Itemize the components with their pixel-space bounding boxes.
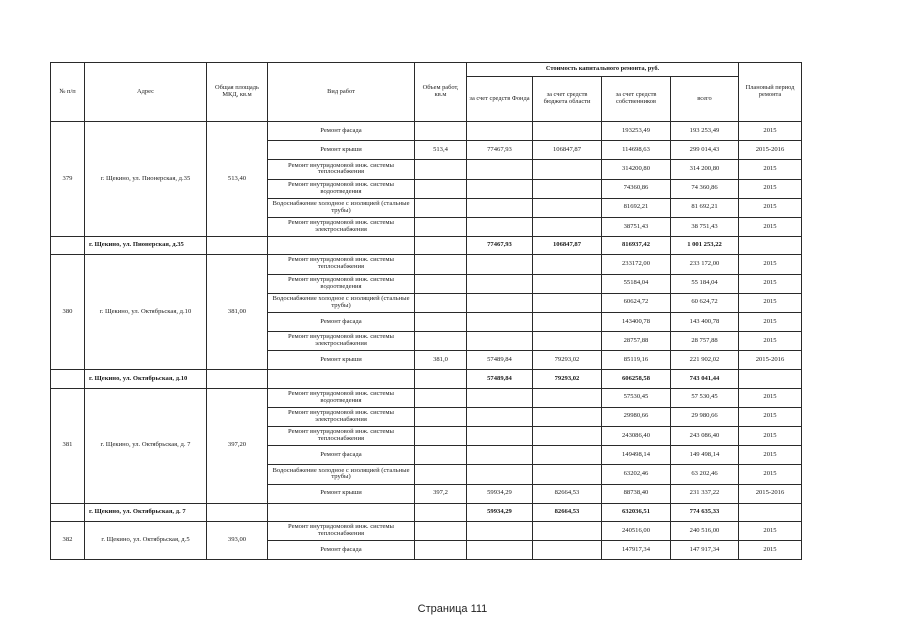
period-cell: 2015 (739, 541, 802, 560)
total-cell: 60 624,72 (671, 293, 739, 312)
volume-cell (415, 541, 467, 560)
col-period-header: Плановый период ремонта (739, 63, 802, 122)
volume-cell (415, 255, 467, 274)
fund-cell (467, 332, 533, 351)
work-type-cell: Водоснабжение холодное с изоляцией (стальные трубы) (268, 465, 415, 484)
period-cell: 2015 (739, 407, 802, 426)
row-number: 382 (51, 521, 85, 559)
owners-cell: 193253,49 (602, 122, 671, 141)
row-number: 381 (51, 388, 85, 503)
subtotal-label: г. Щекино, ул. Октябрьская, д.10 (85, 370, 207, 388)
owners-cell: 60624,72 (602, 293, 671, 312)
volume-cell (415, 160, 467, 179)
period-cell: 2015 (739, 388, 802, 407)
owners-cell: 149498,14 (602, 446, 671, 465)
fund-cell (467, 217, 533, 236)
volume-cell (415, 312, 467, 331)
region-cell (533, 521, 602, 540)
owners-cell: 243086,40 (602, 427, 671, 446)
area-cell: 513,40 (207, 122, 268, 237)
address-cell: г. Щекино, ул. Октябрьская, д.5 (85, 521, 207, 559)
period-cell: 2015 (739, 217, 802, 236)
region-cell (533, 446, 602, 465)
total-cell: 81 692,21 (671, 198, 739, 217)
work-type-cell: Ремонт фасада (268, 446, 415, 465)
subtotal-label: г. Щекино, ул. Октябрьская, д. 7 (85, 503, 207, 521)
subtotal-owners: 816937,42 (602, 237, 671, 255)
region-cell (533, 255, 602, 274)
total-cell: 149 498,14 (671, 446, 739, 465)
fund-cell (467, 160, 533, 179)
subtotal-label: г. Щекино, ул. Пионерская, д.35 (85, 237, 207, 255)
work-type-cell: Водоснабжение холодное с изоляцией (стальные трубы) (268, 293, 415, 312)
fund-cell (467, 122, 533, 141)
volume-cell: 513,4 (415, 141, 467, 160)
period-cell: 2015 (739, 446, 802, 465)
table-row (51, 255, 802, 274)
volume-cell (415, 407, 467, 426)
total-cell: 221 902,02 (671, 351, 739, 370)
total-cell: 57 530,45 (671, 388, 739, 407)
region-cell: 79293,02 (533, 351, 602, 370)
row-number: 380 (51, 255, 85, 370)
address-cell: г. Щекино, ул. Октябрьская, д. 7 (85, 388, 207, 503)
col-region-header: за счет средств бюджета области (533, 77, 602, 122)
subtotal-num-cell (51, 503, 85, 521)
volume-cell (415, 274, 467, 293)
owners-cell: 240516,00 (602, 521, 671, 540)
owners-cell: 74360,86 (602, 179, 671, 198)
period-cell: 2015-2016 (739, 484, 802, 503)
volume-cell (415, 198, 467, 217)
total-cell: 314 200,80 (671, 160, 739, 179)
area-cell: 381,00 (207, 255, 268, 370)
total-cell: 63 202,46 (671, 465, 739, 484)
work-type-cell: Ремонт внутридомовой инж. системы электроснабжения (268, 217, 415, 236)
col-address-header: Адрес (85, 63, 207, 122)
subtotal-work-cell (268, 370, 415, 388)
total-cell: 29 980,66 (671, 407, 739, 426)
fund-cell (467, 521, 533, 540)
subtotal-region: 82664,53 (533, 503, 602, 521)
owners-cell: 63202,46 (602, 465, 671, 484)
subtotal-work-cell (268, 503, 415, 521)
volume-cell (415, 427, 467, 446)
region-cell (533, 427, 602, 446)
fund-cell: 77467,93 (467, 141, 533, 160)
owners-cell: 85119,16 (602, 351, 671, 370)
owners-cell: 114698,63 (602, 141, 671, 160)
total-cell: 55 184,04 (671, 274, 739, 293)
subtotal-fund: 77467,93 (467, 237, 533, 255)
period-cell: 2015 (739, 521, 802, 540)
work-type-cell: Ремонт фасада (268, 312, 415, 331)
subtotal-fund: 59934,29 (467, 503, 533, 521)
region-cell: 82664,53 (533, 484, 602, 503)
period-cell: 2015 (739, 255, 802, 274)
area-cell: 397,20 (207, 388, 268, 503)
volume-cell (415, 179, 467, 198)
col-work-header: Вид работ (268, 63, 415, 122)
region-cell: 106847,87 (533, 141, 602, 160)
fund-cell (467, 407, 533, 426)
work-type-cell: Ремонт крыши (268, 351, 415, 370)
work-type-cell: Ремонт внутридомовой инж. системы теплоснабжения (268, 160, 415, 179)
work-type-cell: Водоснабжение холодное с изоляцией (стальные трубы) (268, 198, 415, 217)
subtotal-region: 106847,87 (533, 237, 602, 255)
fund-cell (467, 179, 533, 198)
volume-cell (415, 217, 467, 236)
fund-cell (467, 293, 533, 312)
total-cell: 231 337,22 (671, 484, 739, 503)
table-body (51, 122, 802, 560)
fund-cell: 57489,84 (467, 351, 533, 370)
subtotal-num-cell (51, 370, 85, 388)
fund-cell (467, 388, 533, 407)
volume-cell (415, 293, 467, 312)
period-cell: 2015 (739, 179, 802, 198)
subtotal-volume-cell (415, 503, 467, 521)
page-number: Страница 111 (417, 603, 488, 615)
address-cell: г. Щекино, ул. Октябрьская, д.10 (85, 255, 207, 370)
subtotal-work-cell (268, 237, 415, 255)
fund-cell (467, 198, 533, 217)
total-cell: 38 751,43 (671, 217, 739, 236)
owners-cell: 88738,40 (602, 484, 671, 503)
region-cell (533, 465, 602, 484)
subtotal-row (51, 370, 802, 388)
table-row (51, 122, 802, 141)
col-area-header: Общая площадь МКД, кв.м (207, 63, 268, 122)
subtotal-fund: 57489,84 (467, 370, 533, 388)
period-cell: 2015 (739, 332, 802, 351)
region-cell (533, 312, 602, 331)
col-total-header: всего (671, 77, 739, 122)
subtotal-area-cell (207, 237, 268, 255)
subtotal-period-cell (739, 370, 802, 388)
period-cell: 2015-2016 (739, 141, 802, 160)
subtotal-period-cell (739, 503, 802, 521)
fund-cell (467, 541, 533, 560)
work-type-cell: Ремонт фасада (268, 541, 415, 560)
owners-cell: 38751,43 (602, 217, 671, 236)
fund-cell (467, 465, 533, 484)
owners-cell: 55184,04 (602, 274, 671, 293)
work-type-cell: Ремонт внутридомовой инж. системы теплоснабжения (268, 521, 415, 540)
total-cell: 143 400,78 (671, 312, 739, 331)
owners-cell: 81692,21 (602, 198, 671, 217)
subtotal-region: 79293,02 (533, 370, 602, 388)
subtotal-volume-cell (415, 370, 467, 388)
repair-cost-table (50, 62, 802, 560)
total-cell: 147 917,34 (671, 541, 739, 560)
col-fund-header: за счет средств Фонда (467, 77, 533, 122)
work-type-cell: Ремонт внутридомовой инж. системы теплоснабжения (268, 255, 415, 274)
region-cell (533, 160, 602, 179)
region-cell (533, 332, 602, 351)
owners-cell: 143400,78 (602, 312, 671, 331)
region-cell (533, 541, 602, 560)
subtotal-period-cell (739, 237, 802, 255)
total-cell: 193 253,49 (671, 122, 739, 141)
region-cell (533, 274, 602, 293)
region-cell (533, 293, 602, 312)
work-type-cell: Ремонт внутридомовой инж. системы водоотведения (268, 274, 415, 293)
total-cell: 233 172,00 (671, 255, 739, 274)
address-cell: г. Щекино, ул. Пионерская, д.35 (85, 122, 207, 237)
total-cell: 74 360,86 (671, 179, 739, 198)
region-cell (533, 217, 602, 236)
period-cell: 2015 (739, 293, 802, 312)
fund-cell (467, 312, 533, 331)
period-cell: 2015 (739, 122, 802, 141)
row-number: 379 (51, 122, 85, 237)
col-owners-header: за счет средств собственников (602, 77, 671, 122)
work-type-cell: Ремонт внутридомовой инж. системы водоотведения (268, 179, 415, 198)
subtotal-total: 743 041,44 (671, 370, 739, 388)
subtotal-row (51, 503, 802, 521)
subtotal-num-cell (51, 237, 85, 255)
region-cell (533, 198, 602, 217)
owners-cell: 57530,45 (602, 388, 671, 407)
period-cell: 2015 (739, 274, 802, 293)
period-cell: 2015 (739, 160, 802, 179)
subtotal-area-cell (207, 370, 268, 388)
work-type-cell: Ремонт внутридомовой инж. системы водоотведения (268, 388, 415, 407)
volume-cell (415, 465, 467, 484)
work-type-cell: Ремонт крыши (268, 141, 415, 160)
volume-cell (415, 521, 467, 540)
table-row (51, 388, 802, 407)
region-cell (533, 388, 602, 407)
period-cell: 2015-2016 (739, 351, 802, 370)
fund-cell (467, 446, 533, 465)
fund-cell (467, 255, 533, 274)
period-cell: 2015 (739, 198, 802, 217)
region-cell (533, 179, 602, 198)
table-row (51, 521, 802, 540)
period-cell: 2015 (739, 427, 802, 446)
work-type-cell: Ремонт внутридомовой инж. системы теплоснабжения (268, 427, 415, 446)
subtotal-area-cell (207, 503, 268, 521)
total-cell: 28 757,88 (671, 332, 739, 351)
region-cell (533, 407, 602, 426)
area-cell: 393,00 (207, 521, 268, 559)
region-cell (533, 122, 602, 141)
owners-cell: 233172,00 (602, 255, 671, 274)
subtotal-total: 774 635,33 (671, 503, 739, 521)
period-cell: 2015 (739, 465, 802, 484)
period-cell: 2015 (739, 312, 802, 331)
owners-cell: 28757,88 (602, 332, 671, 351)
work-type-cell: Ремонт внутридомовой инж. системы электроснабжения (268, 407, 415, 426)
volume-cell (415, 122, 467, 141)
owners-cell: 29980,66 (602, 407, 671, 426)
work-type-cell: Ремонт крыши (268, 484, 415, 503)
volume-cell (415, 446, 467, 465)
total-cell: 243 086,40 (671, 427, 739, 446)
volume-cell (415, 388, 467, 407)
owners-cell: 314200,80 (602, 160, 671, 179)
total-cell: 240 516,00 (671, 521, 739, 540)
work-type-cell: Ремонт внутридомовой инж. системы электроснабжения (268, 332, 415, 351)
subtotal-owners: 632036,51 (602, 503, 671, 521)
work-type-cell: Ремонт фасада (268, 122, 415, 141)
volume-cell: 397,2 (415, 484, 467, 503)
subtotal-owners: 606258,58 (602, 370, 671, 388)
volume-cell: 381,0 (415, 351, 467, 370)
total-cell: 299 014,43 (671, 141, 739, 160)
fund-cell (467, 274, 533, 293)
subtotal-volume-cell (415, 237, 467, 255)
owners-cell: 147917,34 (602, 541, 671, 560)
fund-cell (467, 427, 533, 446)
col-cost-group-header: Стоимость капитального ремонта, руб. (467, 63, 739, 77)
col-num-header: № п/п (51, 63, 85, 122)
col-volume-header: Объем работ, кв.м (415, 63, 467, 122)
subtotal-row (51, 237, 802, 255)
fund-cell: 59934,29 (467, 484, 533, 503)
volume-cell (415, 332, 467, 351)
subtotal-total: 1 001 253,22 (671, 237, 739, 255)
